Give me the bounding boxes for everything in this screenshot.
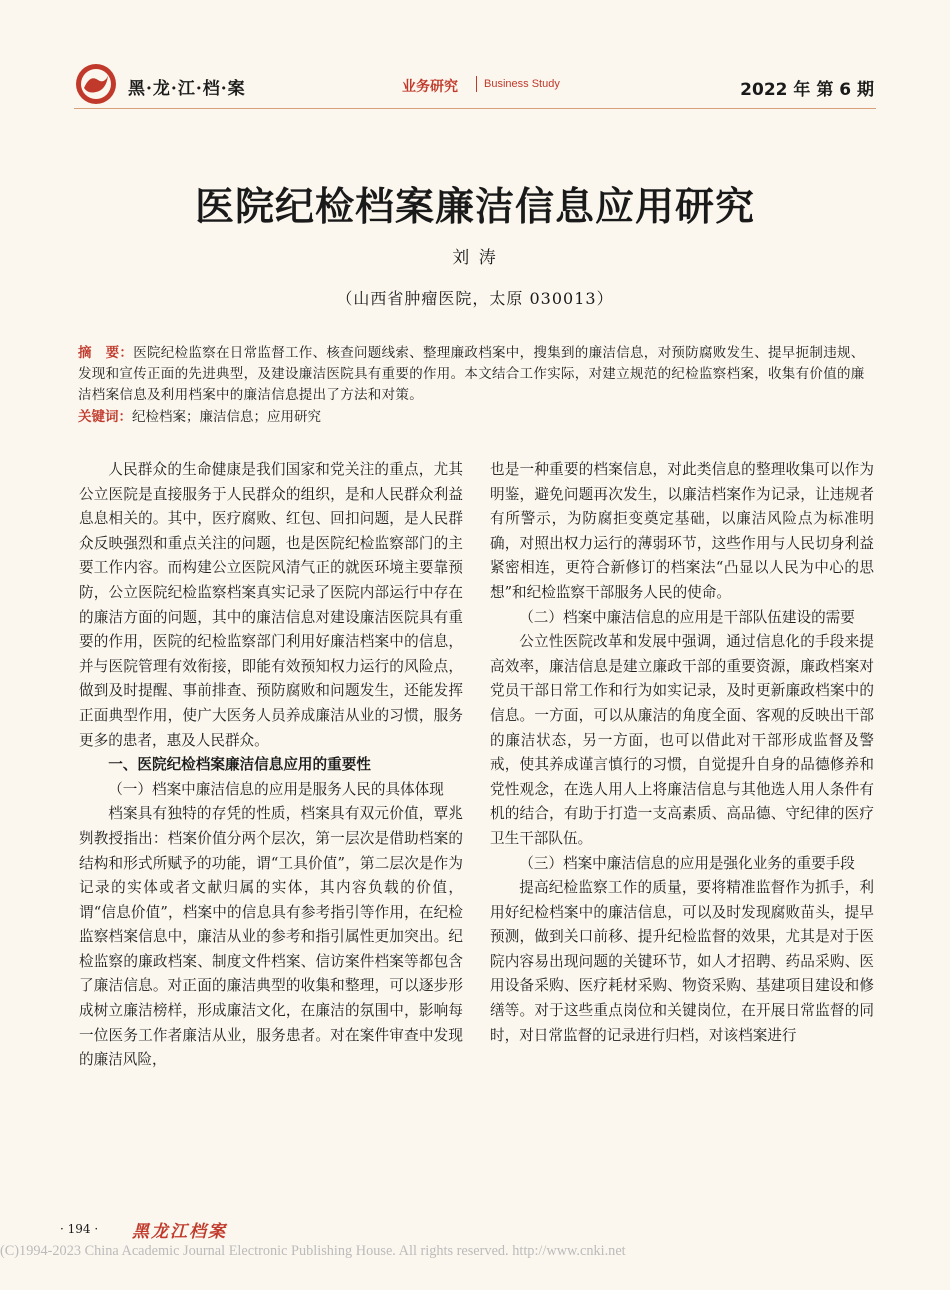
copyright-notice: (C)1994-2023 China Academic Journal Electronic Publishing House. All rights reserved. http://www.cnki.net (0, 1243, 626, 1259)
abstract-label: 摘 要： (78, 345, 134, 361)
affiliation: （山西省肿瘤医院，太原 030013） (336, 289, 614, 308)
page-number: · 194 · (60, 1222, 99, 1236)
body-column-left (79, 458, 463, 1073)
author: 刘 涛 (452, 248, 498, 268)
paragraph: 也是一种重要的档案信息，对此类信息的整理收集可以作为明鉴，避免问题再次发生，以廉洁档案作为记录，让违规者有所警示，为防腐拒变奠定基础，以廉洁风险点为标准明确，对照出权力运行的薄弱环节，这些作用与人民切身利益紧密相连，更符合新修订的档案法“凸显以人民为中心的思想”和纪检监察干部服务人民的使命。 (490, 461, 874, 601)
journal-brand: 黑龙江档案 (132, 1222, 227, 1242)
section-name-en: Business Study (484, 78, 560, 90)
body-column-right (490, 458, 874, 1048)
paragraph: 公立性医院改革和发展中强调，通过信息化的手段来提高效率，廉洁信息是建立廉政干部的重要资源，廉政档案对党员干部日常工作和行为如实记录，及时更新廉政档案中的信息。一方面，可以从廉洁的角度全面、客观的反映出干部的廉洁状态，另一方面，也可以借此对干部形成监督及警戒，使其养成谨言慎行的习惯，自觉提升自身的品德修养和党性观念，在选人用人上将廉洁信息与其他选人用人条件有机的结合，有助于打造一支高素质、高品德、守纪律的医疗卫生干部队伍。 (490, 633, 874, 847)
section-name: 业务研究 (402, 79, 458, 95)
paragraph: 档案具有独特的存凭的性质，档案具有双元价值，覃兆刿教授指出：档案价值分两个层次，第一层次是借助档案的结构和形式所赋予的功能，谓“工具价值”，第二层次是作为记录的实体或者文献归属的实体，其内容负载的价值，谓“信息价值”，档案中的信息具有参考指引等作用，在纪检监察档案信息中，廉洁从业的参考和指引属性更加突出。纪检监察的廉政档案、制度文件档案、信访案件档案等都包含了廉洁信息。对正面的廉洁典型的收集和整理，可以逐步形成树立廉洁榜样，形成廉洁文化，在廉洁的氛围中，影响每一位医务工作者廉洁从业，服务患者。对在案件审查中发现的廉洁风险， (79, 805, 463, 1069)
subsection-heading: （二）档案中廉洁信息的应用是干部队伍建设的需要 (519, 608, 855, 626)
keywords-label: 关键词： (78, 409, 132, 425)
abstract (78, 343, 876, 406)
paragraph: 人民群众的生命健康是我们国家和党关注的重点，尤其公立医院是直接服务于人民群众的组织，是和人民群众利益息息相关的。其中，医疗腐败、红包、回扣问题，是人民群众反映强烈和重点关注的问题，也是医院纪检监察部门的主要工作内容。而构建公立医院风清气正的就医环境主要靠预防，公立医院纪检监察档案真实记录了医院内部运行中存在的廉洁方面的问题，其中的廉洁信息对建设廉洁医院具有重要的作用，医院的纪检监察部门利用好廉洁档案中的信息，并与医院管理有效衔接，即能有效预知权力运行的风险点，做到及时提醒、事前排查、预防腐败和问题发生，还能发挥正面典型作用，使广大医务人员养成廉洁从业的习惯，服务更多的患者，惠及人民群众。 (79, 461, 463, 749)
abstract-text: 医院纪检监察在日常监督工作、核查问题线索、整理廉政档案中，搜集到的廉洁信息，对预防腐败发生、提早扼制违规、发现和宣传正面的先进典型，及建设廉洁医院具有重要的作用。本文结合工作实际，对建立规范的纪检监察档案，收集有价值的廉洁档案信息及利用档案中的廉洁信息提出了方法和对策。 (78, 345, 865, 403)
paragraph: 提高纪检监察工作的质量，要将精准监督作为抓手，利用好纪检档案中的廉洁信息，可以及时发现腐败苗头，提早预测，做到关口前移、提升纪检监督的效果，尤其是对于医院内容易出现问题的关键环节，如人才招聘、药品采购、医用设备采购、医疗耗材采购、物资采购、基建项目建设和修缮等。对于这些重点岗位和关键岗位，在开展日常监督的同时，对日常监督的记录进行归档，对该档案进行 (490, 879, 874, 1044)
journal-logo-icon (74, 62, 118, 106)
journal-name: 黑·龙·江·档·案 (128, 79, 246, 99)
subsection-heading: （三）档案中廉洁信息的应用是强化业务的重要手段 (519, 854, 855, 872)
subsection-heading: （一）档案中廉洁信息的应用是服务人民的具体体现 (108, 780, 444, 798)
section-divider (476, 76, 477, 92)
article-title: 医院纪检档案廉洁信息应用研究 (194, 185, 755, 230)
keywords-text: 纪检档案；廉洁信息；应用研究 (132, 409, 321, 425)
keywords (78, 407, 876, 428)
section-heading: 一、医院纪检档案廉洁信息应用的重要性 (108, 756, 371, 774)
header-rule (74, 108, 876, 109)
issue-number: 2022 年 第 6 期 (740, 80, 874, 100)
